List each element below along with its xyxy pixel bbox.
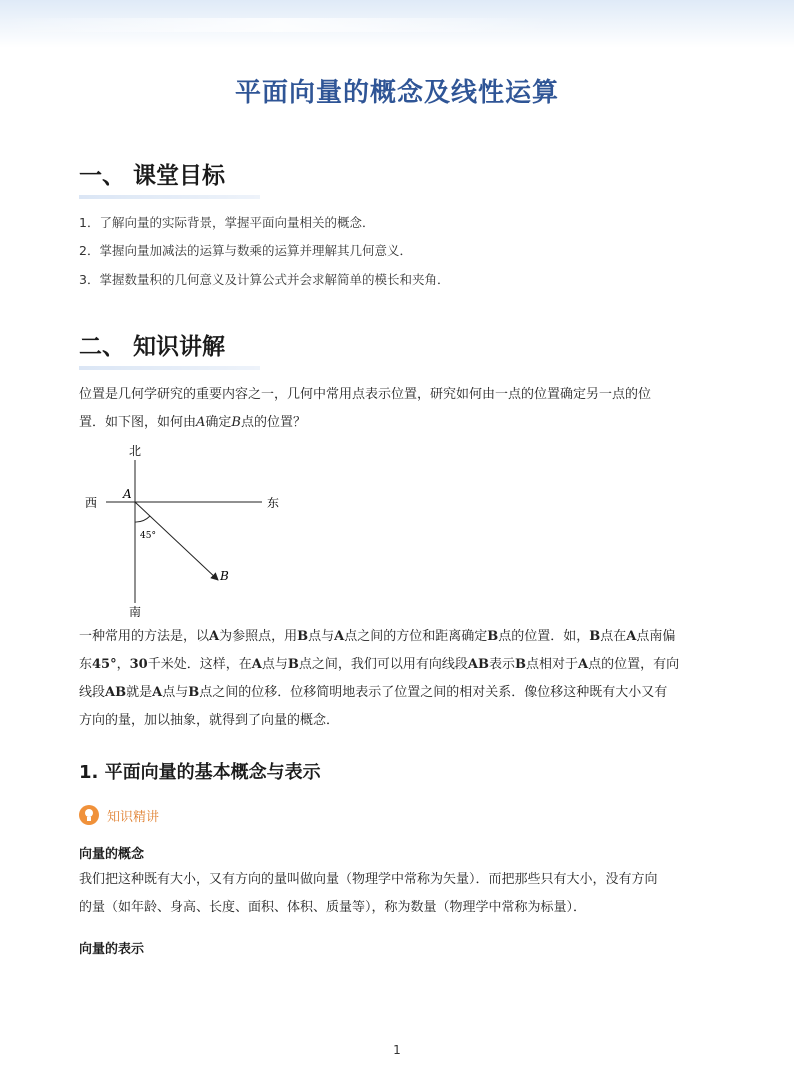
goal-item: 3．掌握数量积的几何意义及计算公式并会求解简单的模长和夹角． [79, 272, 450, 287]
point-label: A [334, 629, 345, 644]
text-run: 点与 [261, 657, 288, 672]
segment-label: AB [467, 657, 489, 672]
text-run: 一种常用的方法是，以 [79, 629, 210, 644]
point-label: A [209, 629, 220, 644]
text-run: 点南偏 [636, 629, 676, 644]
section-underline [79, 195, 260, 199]
section-underline [79, 366, 260, 370]
text-run: 为参照点，用 [219, 629, 298, 644]
text-run: 点的位置，有向 [588, 657, 680, 672]
point-label: A [577, 657, 589, 672]
text-run: 点在 [600, 629, 627, 644]
south-label: 南 [128, 605, 142, 619]
page-number: 1 [393, 1043, 401, 1057]
distance-value: 30 [129, 657, 148, 672]
text-run: 线段 [79, 685, 106, 700]
text-run: 东 [79, 657, 93, 672]
text-run: 确定 [205, 415, 232, 430]
west-label: 西 [85, 496, 98, 510]
text-run: 点之间的方位和距离确定 [344, 629, 488, 644]
text-run: 点之间，我们可以用有向线段 [298, 657, 468, 672]
angle-arc [135, 516, 150, 522]
point-label: A [251, 657, 262, 672]
text-run: ， [116, 657, 130, 672]
north-label: 北 [128, 444, 142, 458]
point-label: B [231, 415, 241, 430]
point-label: B [287, 657, 299, 672]
text-run: 点相对于 [525, 657, 578, 672]
explain-line: 方向的量，加以抽象，就得到了向量的概念． [79, 713, 340, 728]
explain-line [79, 623, 719, 651]
representation-label: 向量的表示 [79, 942, 145, 957]
point-label: A [196, 415, 206, 430]
east-label: 东 [267, 496, 280, 510]
angle-value: 45° [92, 657, 117, 672]
point-label: B [589, 629, 601, 644]
text-run: 点与 [308, 629, 335, 644]
goal-item: 1．了解向量的实际背景，掌握平面向量相关的概念． [79, 215, 375, 230]
text-run: 千米处．这样，在 [147, 657, 252, 672]
explain-line [79, 679, 719, 707]
text-run: 表示 [488, 657, 515, 672]
point-label: B [487, 629, 499, 644]
intro-line: 位置是几何学研究的重要内容之一，几何中常用点表示位置，研究如何由一点的位置确定另一点的位 [79, 387, 652, 402]
segment-label: AB [105, 685, 127, 700]
direction-diagram [80, 440, 290, 622]
point-label: B [297, 629, 309, 644]
explain-line [79, 651, 719, 679]
section-heading-knowledge: 二、 知识讲解 [79, 334, 226, 360]
concept-line: 我们把这种既有大小，又有方向的量叫做向量（物理学中常称为矢量）．而把那些只有大小，没有方向 [79, 872, 658, 887]
point-b-label: B [220, 569, 229, 583]
subsection-heading: 1. 平面向量的基本概念与表示 [79, 762, 321, 783]
concept-line: 的量（如年龄、身高、长度、面积、体积、质量等），称为数量（物理学中常称为标量）． [79, 900, 587, 915]
displacement-arrow [135, 502, 218, 580]
concept-label: 向量的概念 [79, 847, 145, 862]
point-label: B [188, 685, 200, 700]
intro-paragraph [79, 381, 719, 437]
point-label: A [152, 685, 163, 700]
explanation-paragraph [79, 623, 719, 735]
goal-item: 2．掌握向量加减法的运算与数乘的运算并理解其几何意义． [79, 243, 412, 258]
section-heading-goals: 一、 课堂目标 [79, 163, 226, 189]
point-label: B [514, 657, 526, 672]
concept-paragraph [79, 866, 719, 922]
document-title: 平面向量的概念及线性运算 [234, 78, 559, 108]
point-a-label: A [123, 487, 132, 501]
text-run: 点的位置．如， [498, 629, 590, 644]
text-run: 置．如下图，如何由 [79, 415, 197, 430]
text-run: 点之间的位移．位移简明地表示了位置之间的相对关系．像位移这种既有大小又有 [199, 685, 668, 700]
header-band [0, 0, 794, 48]
text-run: 点的位置？ [240, 415, 306, 430]
text-run: 点与 [162, 685, 189, 700]
point-label: A [626, 629, 637, 644]
badge-label: 知识精讲 [107, 810, 160, 825]
lightbulb-icon [79, 805, 99, 825]
text-run: 就是 [126, 685, 153, 700]
intro-line [79, 409, 719, 437]
angle-label: 45° [140, 531, 156, 541]
